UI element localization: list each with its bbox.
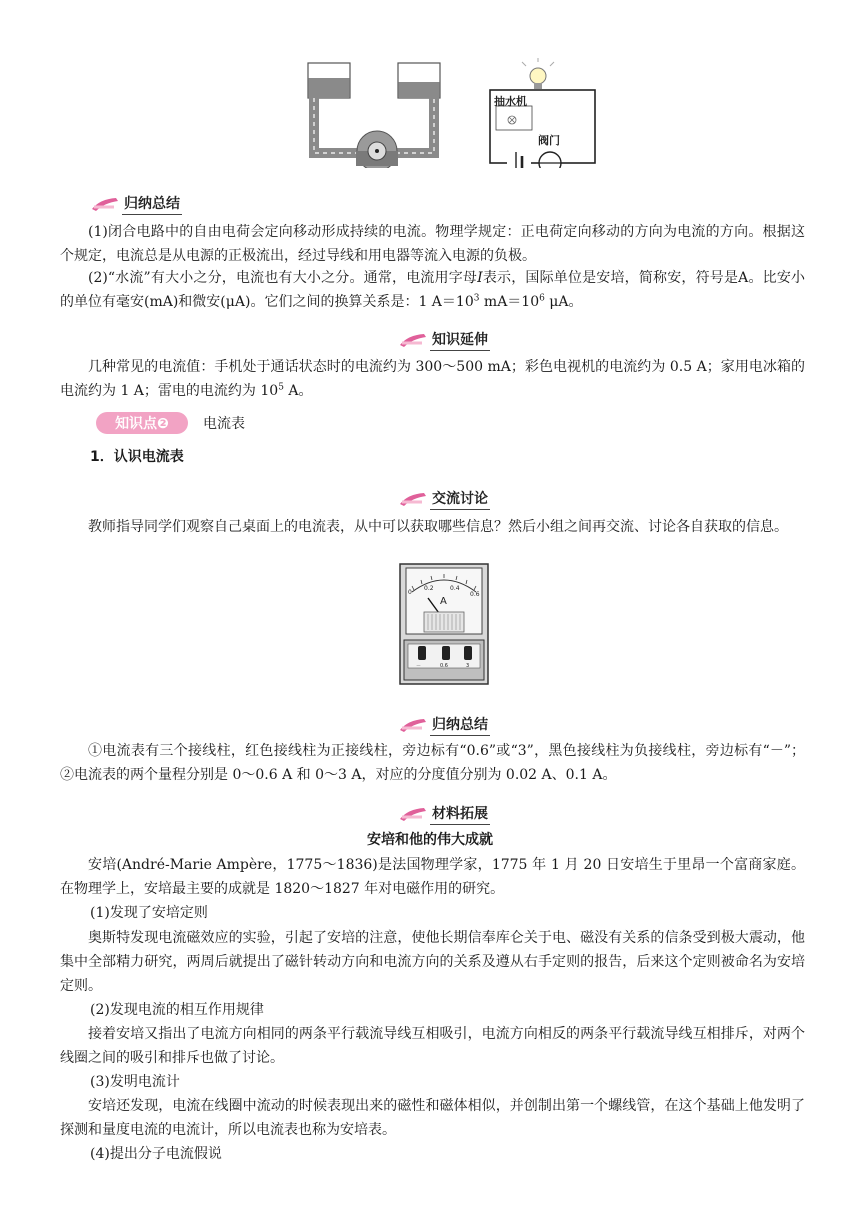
extension-heading <box>398 329 490 351</box>
material-title: 安培和他的伟大成就 <box>367 832 493 848</box>
material-paragraph-1: 安培(André-Marie Ampère，1775～1836)是法国物理学家，1775 年 1 月 20 日安培生于里昂一个富商家庭。在物理学上，安培最主要的成就是 1820～1827 年对电磁作用的研究。 <box>60 857 805 897</box>
summary-heading-1-text: 归纳总结 <box>122 193 182 215</box>
material-paragraph-3: 接着安培又指出了电流方向相同的两条平行载流导线互相吸引，电流方向相反的两条平行载流导线互相排斥，对两个线圈之间的吸引和排斥也做了讨论。 <box>60 1026 805 1066</box>
material-heading-text: 材料拓展 <box>430 803 490 825</box>
discussion-paragraph: 教师指导同学们观察自己桌面上的电流表，从中可以获取哪些信息？然后小组之间再交流、讨论各自获取的信息。 <box>88 519 788 535</box>
summary-2-paragraph: ①电流表有三个接线柱，红色接线柱为正接线柱，旁边标有“0.6”或“3”，黑色接线柱为负接线柱，旁边标有“－”；②电流表的两个量程分别是 0～0.6 A 和 0～3 A，对应的分度值分别为 0.02 A、0.1 A。 <box>60 743 805 783</box>
summary-heading-2 <box>398 714 490 736</box>
extension-heading-text: 知识延伸 <box>430 329 490 351</box>
pen-ribbon-icon <box>398 490 428 508</box>
terminal-label-0.6: 0.6 <box>440 663 448 669</box>
valve-label: 阀门 <box>538 134 560 147</box>
summary-1-paragraph-1: (1)闭合电路中的自由电荷会定向移动形成持续的电流。物理学规定：正电荷定向移动的方向为电流的方向。根据这个规定，电流总是从电源的正极流出，经过导线和用电器等流入电源的负极。 <box>60 224 805 264</box>
electric-circuit-diagram <box>490 58 595 168</box>
scale-label-0: 0 <box>408 589 412 596</box>
water-circuit-diagram <box>308 63 440 168</box>
discussion-heading-text: 交流讨论 <box>430 488 490 510</box>
pen-ribbon-icon <box>90 195 120 213</box>
material-subheading-1: (1)发现了安培定则 <box>90 905 208 921</box>
material-subheading-3: (3)发明电流计 <box>90 1074 180 1090</box>
pen-ribbon-icon <box>398 331 428 349</box>
extension-paragraph: 几种常见的电流值：手机处于通话状态时的电流约为 300～500 mA；彩色电视机的电流约为 0.5 A；家用电冰箱的电流约为 1 A；雷电的电流约为 $10^5$ A。 <box>60 359 805 399</box>
meter-letter: A <box>440 596 447 607</box>
knowledge-point-title: 电流表 <box>203 416 245 432</box>
pump-label: 抽水机 <box>494 95 527 108</box>
material-subheading-4: (4)提出分子电流假说 <box>90 1146 222 1162</box>
material-subheading-2: (2)发现电流的相互作用规律 <box>90 1002 264 1018</box>
summary-1-paragraph-2: (2)“水流”有大小之分，电流也有大小之分。通常，电流用字母I表示，国际单位是安培，简称安，符号是A。比安小的单位有毫安(mA)和微安(μA)。它们之间的换算关系是：1 $A=10^3$ $mA=10^6$ μA。 <box>60 270 805 310</box>
summary-heading-1 <box>90 193 182 215</box>
material-paragraph-4: 安培还发现，电流在线圈中流动的时候表现出来的磁性和磁体相似，并创制出第一个螺线管，在这个基础上他发明了探测和量度电流的电流计，所以电流表也称为安培表。 <box>60 1098 805 1138</box>
terminal-label-3: 3 <box>466 663 470 669</box>
terminal-label-negative: － <box>416 663 422 669</box>
material-paragraph-2: 奥斯特发现电流磁效应的实验，引起了安培的注意，使他长期信奉库仑关于电、磁没有关系的信条受到极大震动，他集中全部精力研究，两周后就提出了磁针转动方向和电流方向的关系及遵从右手定则的报告，后来这个定则被命名为安培定则。 <box>60 930 805 994</box>
pen-ribbon-icon <box>398 716 428 734</box>
subsection-title: 1．认识电流表 <box>90 449 184 465</box>
scale-label-0.2: 0.2 <box>424 585 434 592</box>
pen-ribbon-icon <box>398 805 428 823</box>
scale-label-0.6: 0.6 <box>470 591 480 598</box>
ammeter-image <box>398 562 490 686</box>
water-circuit-figure <box>300 58 600 168</box>
discussion-heading <box>398 488 490 510</box>
knowledge-point-badge: 知识点❷ <box>96 412 188 434</box>
material-heading <box>398 803 490 825</box>
summary-heading-2-text: 归纳总结 <box>430 714 490 736</box>
scale-label-0.4: 0.4 <box>450 585 460 592</box>
